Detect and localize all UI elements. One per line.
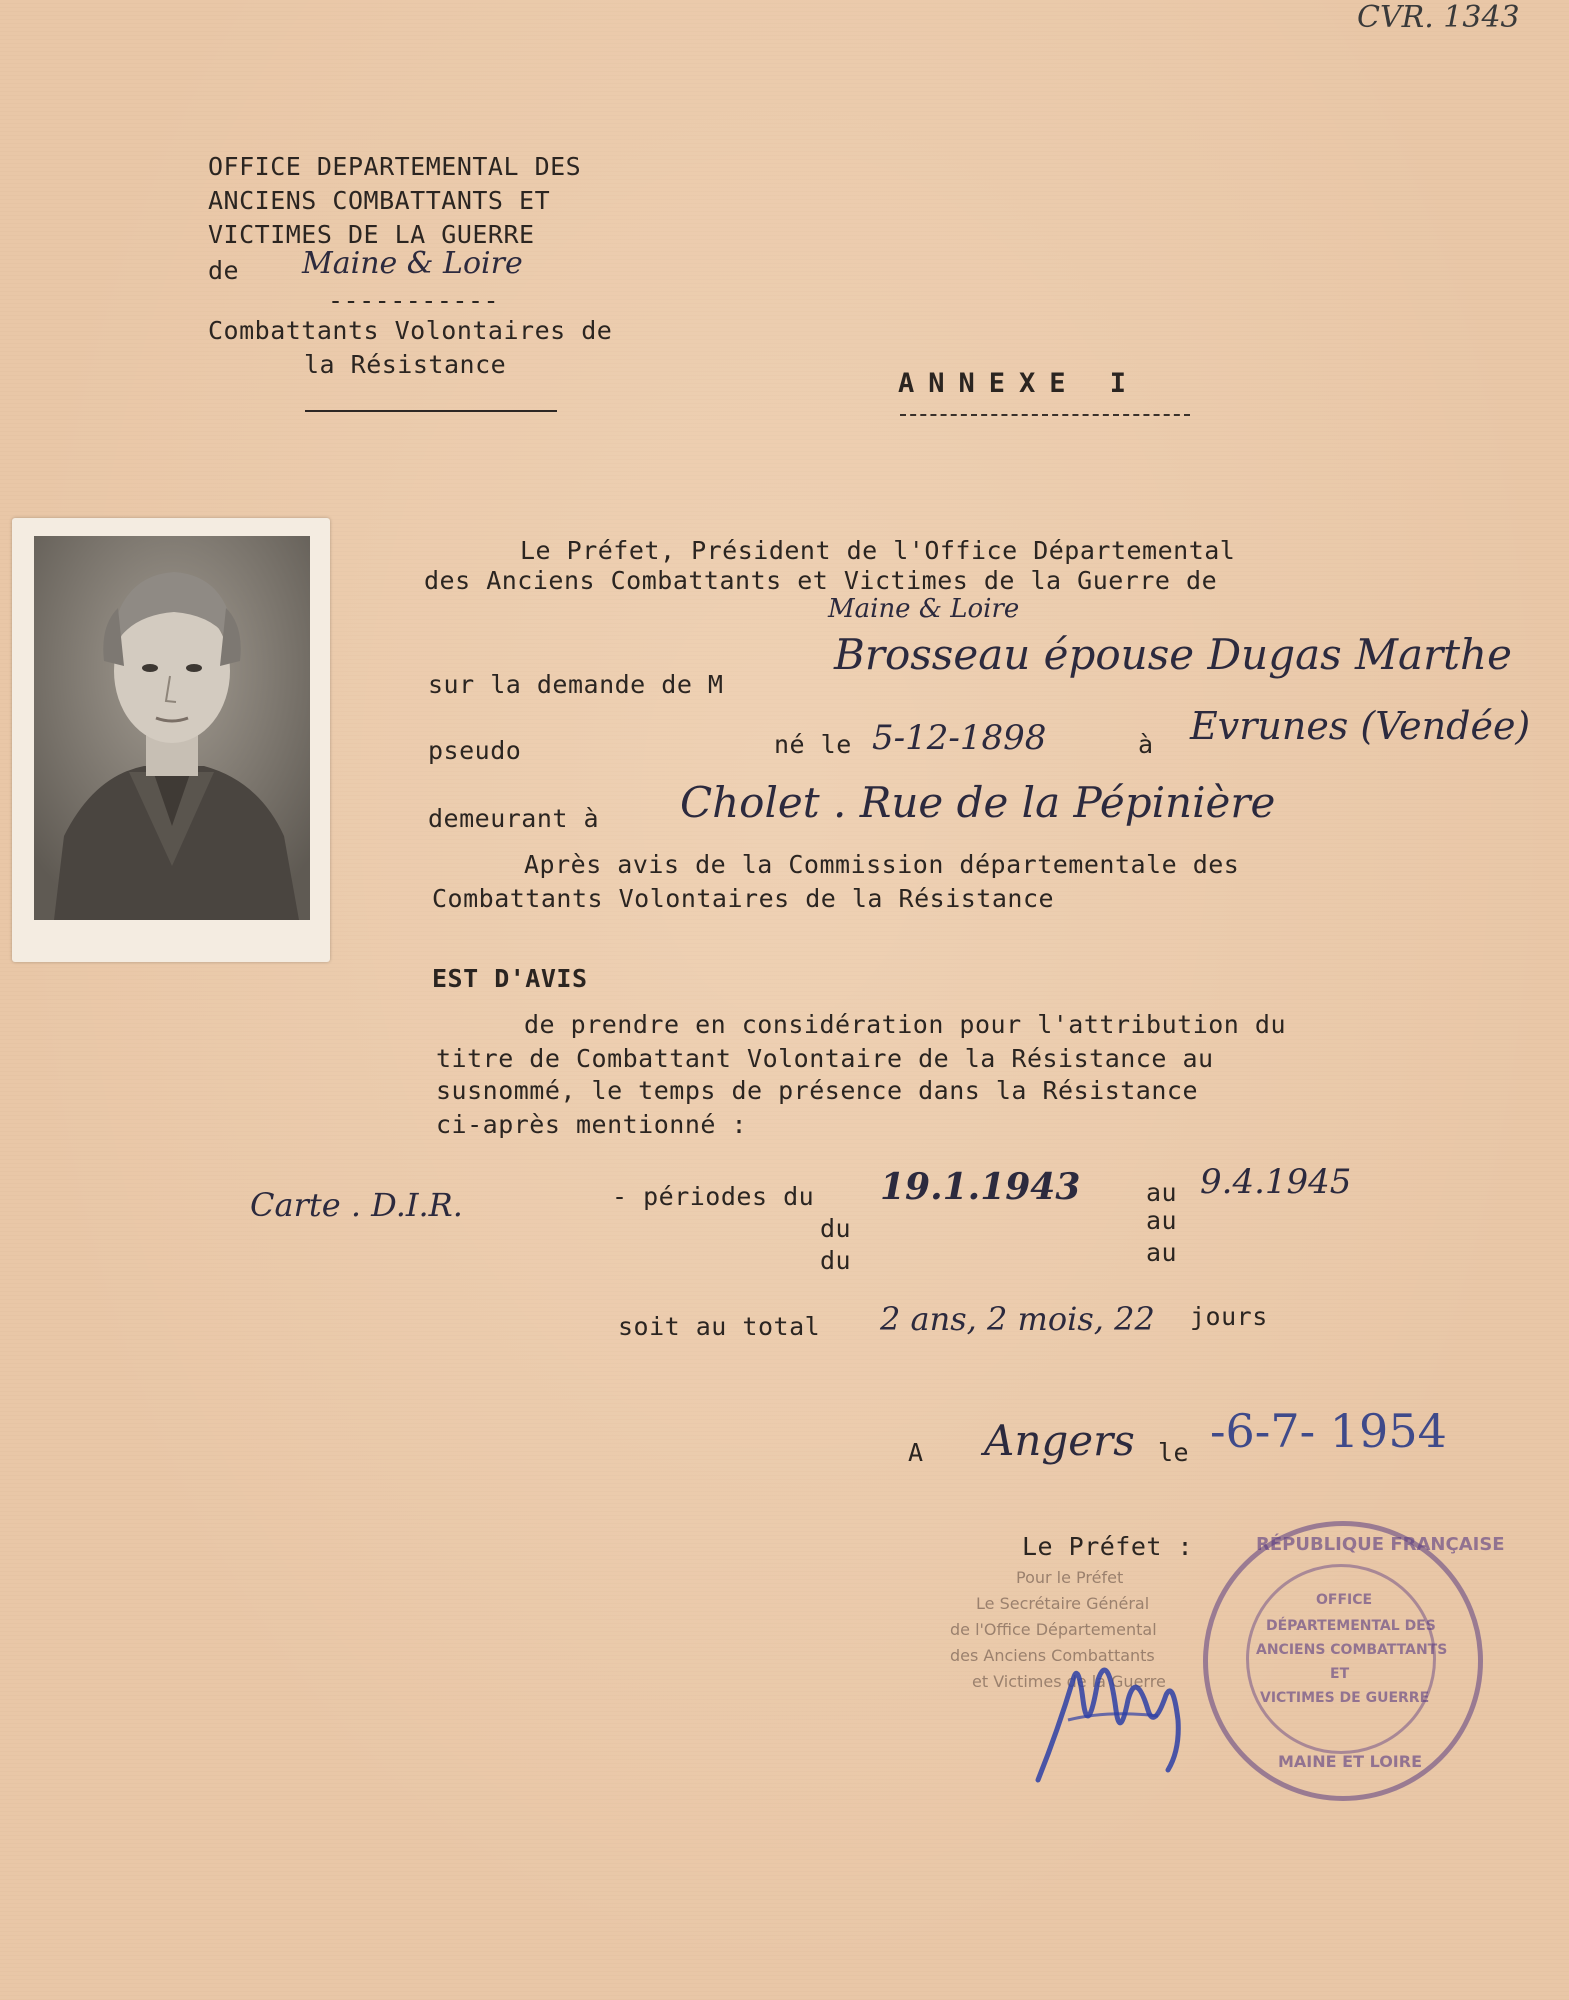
annexe-underline	[900, 414, 1190, 416]
stamp-line-5: VICTIMES DE GUERRE	[1260, 1690, 1430, 1706]
consideration-line-2: titre de Combattant Volontaire de la Résistance au	[436, 1044, 1214, 1073]
prefet-line-1: Le Préfet, Président de l'Office Départemental	[520, 536, 1236, 565]
place-a-label: A	[908, 1438, 924, 1467]
period-3-au-label: au	[1146, 1238, 1178, 1267]
applicant-name: Brosseau épouse Dugas Marthe	[834, 630, 1512, 679]
stamp-bottom-text: MAINE ET LOIRE	[1278, 1752, 1422, 1771]
stamp-outer-text: RÉPUBLIQUE FRANÇAISE	[1256, 1534, 1505, 1555]
prefet-line-2: des Anciens Combattants et Victimes de la Guerre de	[424, 566, 1218, 595]
period-2-du-label: du	[820, 1214, 852, 1243]
birth-place-a-label: à	[1138, 730, 1154, 759]
ne-le-label: né le	[774, 730, 852, 759]
stamp-line-1: OFFICE	[1316, 1592, 1373, 1608]
period-1-au-label: au	[1146, 1178, 1178, 1207]
jours-label: jours	[1190, 1302, 1268, 1331]
portrait-image	[34, 536, 310, 920]
period-1-from: 19.1.1943	[880, 1166, 1081, 1208]
pseudo-label: pseudo	[428, 736, 522, 765]
handwritten-signature	[1028, 1640, 1208, 1790]
period-2-au-label: au	[1146, 1206, 1178, 1235]
consideration-line-1: de prendre en considération pour l'attribution du	[524, 1010, 1287, 1039]
header-underline	[305, 410, 557, 412]
stamp-line-4: ET	[1330, 1666, 1350, 1682]
signature-block-line-1: Pour le Préfet	[1016, 1568, 1124, 1587]
demeurant-label: demeurant à	[428, 804, 600, 833]
total-label: soit au total	[618, 1312, 821, 1341]
annexe-title: ANNEXE I	[898, 368, 1141, 399]
address: Cholet . Rue de la Pépinière	[680, 778, 1276, 827]
birth-date: 5-12-1898	[872, 718, 1047, 758]
demande-label: sur la demande de M	[428, 670, 724, 699]
carte-note: Carte . D.I.R.	[250, 1186, 463, 1224]
apres-line-1: Après avis de la Commission départementale des	[524, 850, 1240, 879]
total-value: 2 ans, 2 mois, 22	[880, 1300, 1155, 1338]
stamp-line-2: DÉPARTEMENTAL DES	[1266, 1618, 1436, 1634]
consideration-line-3: susnommé, le temps de présence dans la Résistance	[436, 1076, 1199, 1105]
official-stamp	[1203, 1521, 1505, 1801]
id-photo-frame	[12, 518, 330, 962]
period-1-to: 9.4.1945	[1200, 1162, 1352, 1202]
office-de-label: de	[208, 256, 240, 285]
id-photo	[34, 536, 310, 920]
service-line-2: la Résistance	[304, 350, 507, 379]
signature-block-line-3: de l'Office Départemental	[950, 1620, 1157, 1639]
signature-block-line-5: et Victimes de la Guerre	[972, 1672, 1166, 1691]
period-3-du-label: du	[820, 1246, 852, 1275]
place-le-label: le	[1158, 1438, 1190, 1467]
stamp-line-3: ANCIENS COMBATTANTS	[1256, 1642, 1448, 1658]
periodes-label: - périodes du	[612, 1182, 815, 1211]
signing-place: Angers	[984, 1416, 1135, 1465]
signature-title: Le Préfet :	[1022, 1532, 1194, 1561]
signing-date: -6-7- 1954	[1210, 1404, 1447, 1458]
office-line-2: ANCIENS COMBATTANTS ET	[208, 186, 551, 215]
apres-line-2: Combattants Volontaires de la Résistance	[432, 884, 1055, 913]
consideration-line-4: ci-après mentionné :	[436, 1110, 748, 1139]
signature-block-line-4: des Anciens Combattants	[950, 1646, 1155, 1665]
office-line-3: VICTIMES DE LA GUERRE	[208, 220, 535, 249]
office-line-1: OFFICE DEPARTEMENTAL DES	[208, 152, 582, 181]
birth-place: Evrunes (Vendée)	[1190, 704, 1531, 748]
reference-number: CVR. 1343	[1357, 0, 1520, 35]
office-department: Maine & Loire	[302, 246, 523, 281]
signature-block-line-2: Le Secrétaire Général	[976, 1594, 1150, 1613]
office-dashes: -----------	[328, 286, 500, 315]
service-line-1: Combattants Volontaires de	[208, 316, 613, 345]
prefet-department: Maine & Loire	[828, 594, 1020, 624]
est-davis: EST D'AVIS	[432, 964, 588, 993]
